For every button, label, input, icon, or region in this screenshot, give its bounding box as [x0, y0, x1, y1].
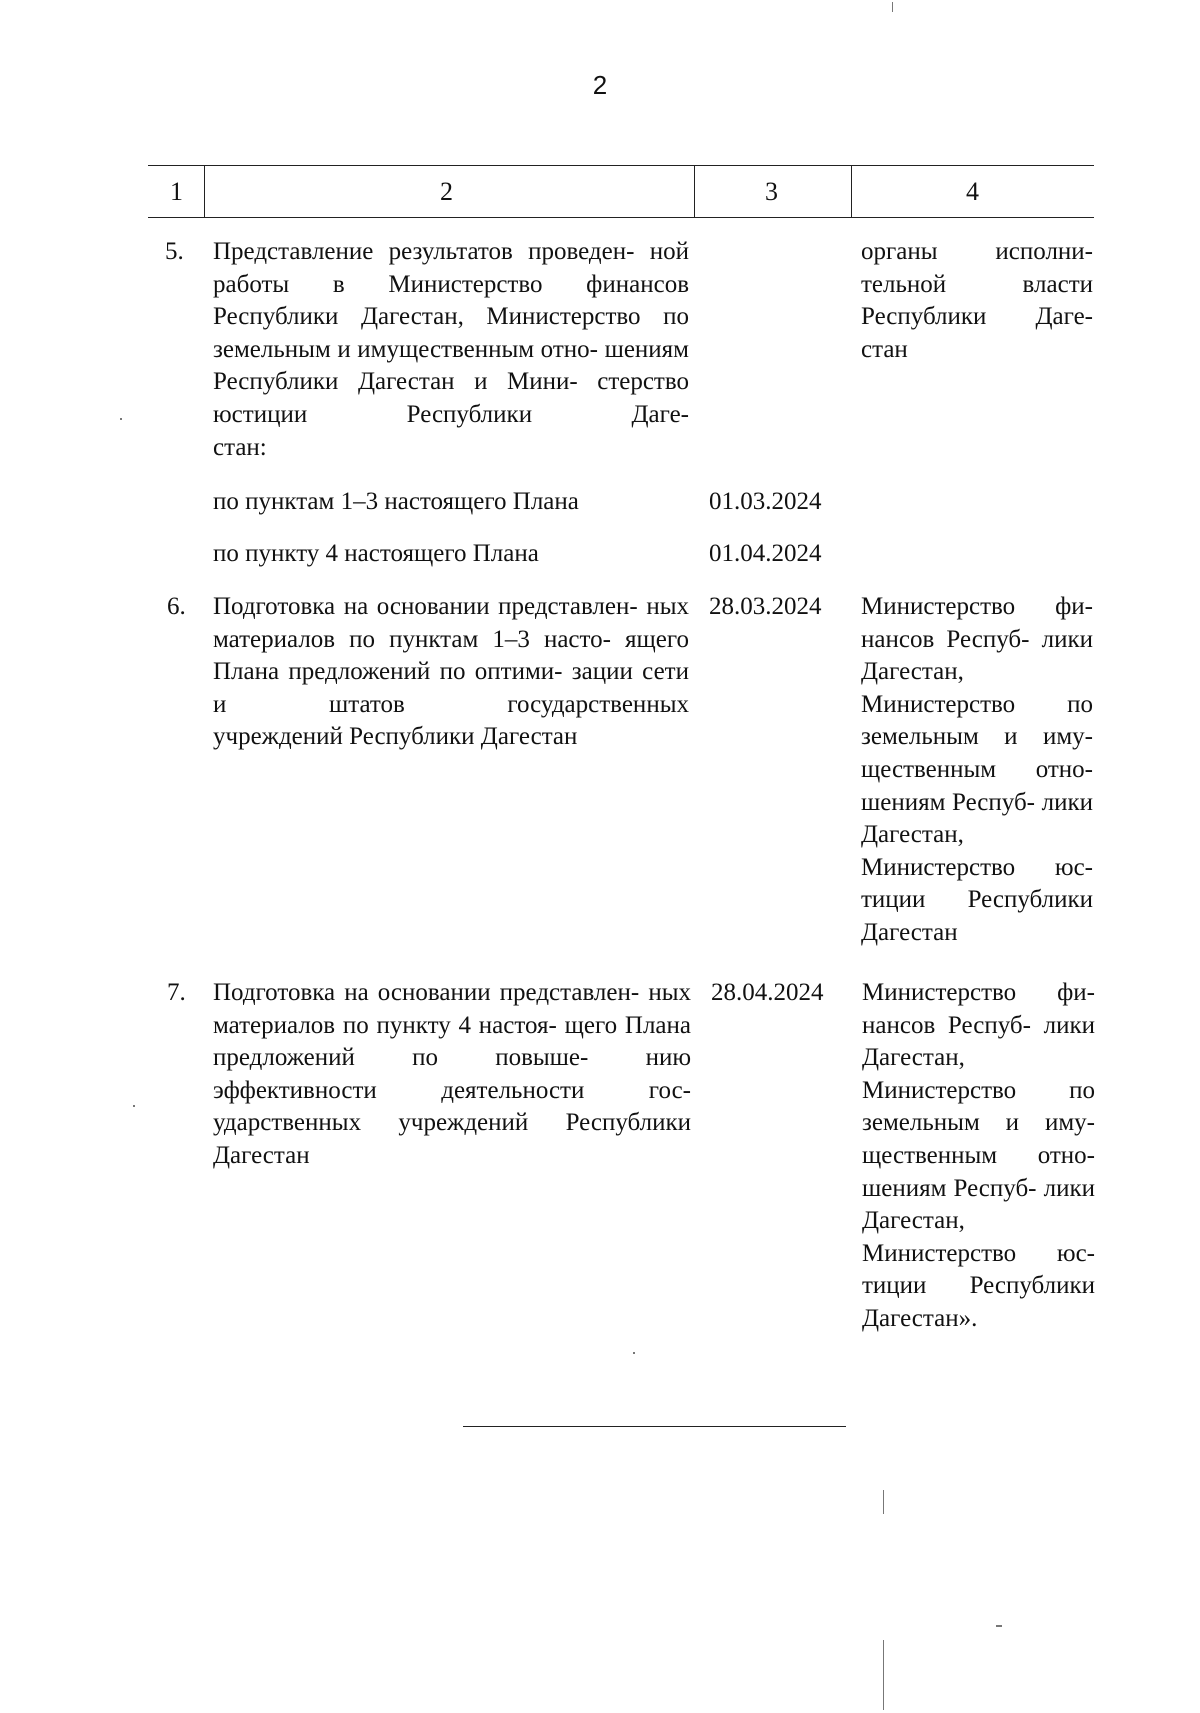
- row-5-task: [213, 236, 689, 464]
- row-6-task-line: зации сети и штатов государственных: [213, 658, 689, 718]
- row-5-task-line: ной работы в Министерство финансов: [213, 238, 689, 298]
- scan-speck: [996, 1625, 1002, 1627]
- row-7-resp-line: нансов Респуб-: [862, 1011, 1031, 1039]
- table-divider-3: [851, 165, 852, 217]
- end-of-document-rule: [463, 1426, 846, 1427]
- scan-speck: [883, 1490, 884, 1514]
- row-7-resp-line: Министерство юс-: [862, 1239, 1095, 1267]
- row-7-resp-line: шениям Респуб-: [862, 1174, 1037, 1202]
- table-top-rule: [148, 165, 1094, 166]
- row-5-subitem-1-date: 01.03.2024: [709, 488, 822, 515]
- scan-speck: [883, 1640, 884, 1710]
- row-7-task-line: нию эффективности деятельности гос-: [213, 1044, 691, 1104]
- row-6-task-line: Подготовка на основании представлен-: [213, 593, 638, 620]
- row-6-task-line: учреждений Республики Дагестан: [213, 723, 578, 751]
- row-7-resp-line: тиции Республики: [862, 1272, 1095, 1300]
- header-col-4: 4: [966, 177, 979, 206]
- row-7-task: [213, 977, 691, 1173]
- page-number: 2: [592, 70, 608, 100]
- row-7-task-line: ных материалов по пункту 4 настоя-: [213, 979, 691, 1039]
- row-6-resp-line: лики Дагестан,: [861, 625, 1093, 686]
- row-5-task-line: по земельным и имущественным отно-: [213, 303, 690, 363]
- table-divider-1: [204, 165, 205, 217]
- row-5-resp-line: органы исполни-: [861, 238, 1093, 265]
- table-divider-2: [694, 165, 695, 217]
- row-6-task-line: ящего Плана предложений по оптими-: [213, 625, 690, 686]
- row-5-task-line: шениям Республики Дагестан и Мини-: [213, 335, 689, 396]
- row-7-resp-line: Министерство фи-: [862, 979, 1095, 1006]
- row-6-resp-line: Министерство фи-: [861, 593, 1093, 620]
- row-7-resp-line: лики Дагестан,: [862, 1011, 1095, 1072]
- row-6-responsible: [861, 591, 1093, 950]
- row-6-resp-line: нансов Респуб-: [861, 625, 1030, 653]
- row-5-task-line: стан:: [213, 433, 267, 461]
- row-5-task-line: Представление результатов проведен-: [213, 238, 635, 265]
- row-7-resp-line: земельным и иму-: [862, 1109, 1095, 1137]
- row-5-responsible: [861, 236, 1093, 366]
- row-6-resp-line: Министерство юс-: [861, 853, 1093, 881]
- row-7-resp-line: Министерство по: [862, 1076, 1095, 1104]
- row-7-task-line: Дагестан: [213, 1141, 310, 1169]
- row-7-task-line: щего Плана предложений по повыше-: [213, 1011, 691, 1072]
- row-6-date: 28.03.2024: [709, 593, 822, 620]
- row-5-subitem-1: по пунктам 1–3 настоящего Плана: [213, 488, 579, 515]
- row-6-task-line: ных материалов по пунктам 1–3 насто-: [213, 593, 689, 653]
- row-5-resp-line: стан: [861, 335, 908, 363]
- row-5-number: 5.: [165, 238, 184, 265]
- table-header-bottom-rule: [148, 217, 1094, 218]
- row-5-resp-line: тельной власти: [861, 270, 1093, 298]
- row-5-subitem-2-date: 01.04.2024: [709, 540, 822, 567]
- row-7-resp-line: лики Дагестан,: [862, 1174, 1095, 1235]
- row-6-resp-line: лики Дагестан,: [861, 788, 1093, 849]
- row-6-resp-line: Министерство по: [861, 690, 1093, 718]
- row-7-responsible: [862, 977, 1095, 1336]
- row-7-task-line: ударственных учреждений Республики: [213, 1109, 691, 1137]
- header-col-3: 3: [765, 177, 778, 206]
- row-6-resp-line: земельным и иму-: [861, 723, 1093, 751]
- scan-speck: [120, 418, 122, 420]
- row-6-task: [213, 591, 689, 754]
- scan-speck: [633, 1352, 635, 1354]
- scan-speck: [892, 2, 893, 12]
- row-7-resp-line: Дагестан».: [862, 1304, 978, 1332]
- row-6-resp-line: Дагестан: [861, 918, 958, 946]
- row-7-task-line: Подготовка на основании представлен-: [213, 979, 640, 1006]
- row-5-resp-line: Республики Даге-: [861, 303, 1093, 331]
- row-7-date: 28.04.2024: [711, 979, 824, 1006]
- header-col-1: 1: [170, 177, 183, 206]
- row-5-task-line: стерство юстиции Республики Даге-: [213, 368, 689, 428]
- row-7-resp-line: щественным отно-: [862, 1141, 1095, 1169]
- header-col-2: 2: [440, 177, 453, 206]
- row-5-task-line: Республики Дагестан, Министерство: [213, 303, 641, 331]
- row-6-resp-line: щественным отно-: [861, 755, 1093, 783]
- row-6-resp-line: шениям Респуб-: [861, 788, 1036, 816]
- row-7-number: 7.: [167, 979, 186, 1006]
- row-5-subitem-2: по пункту 4 настоящего Плана: [213, 540, 539, 567]
- scan-speck: [133, 1105, 135, 1107]
- row-6-resp-line: тиции Республики: [861, 886, 1093, 914]
- row-6-number: 6.: [167, 593, 186, 620]
